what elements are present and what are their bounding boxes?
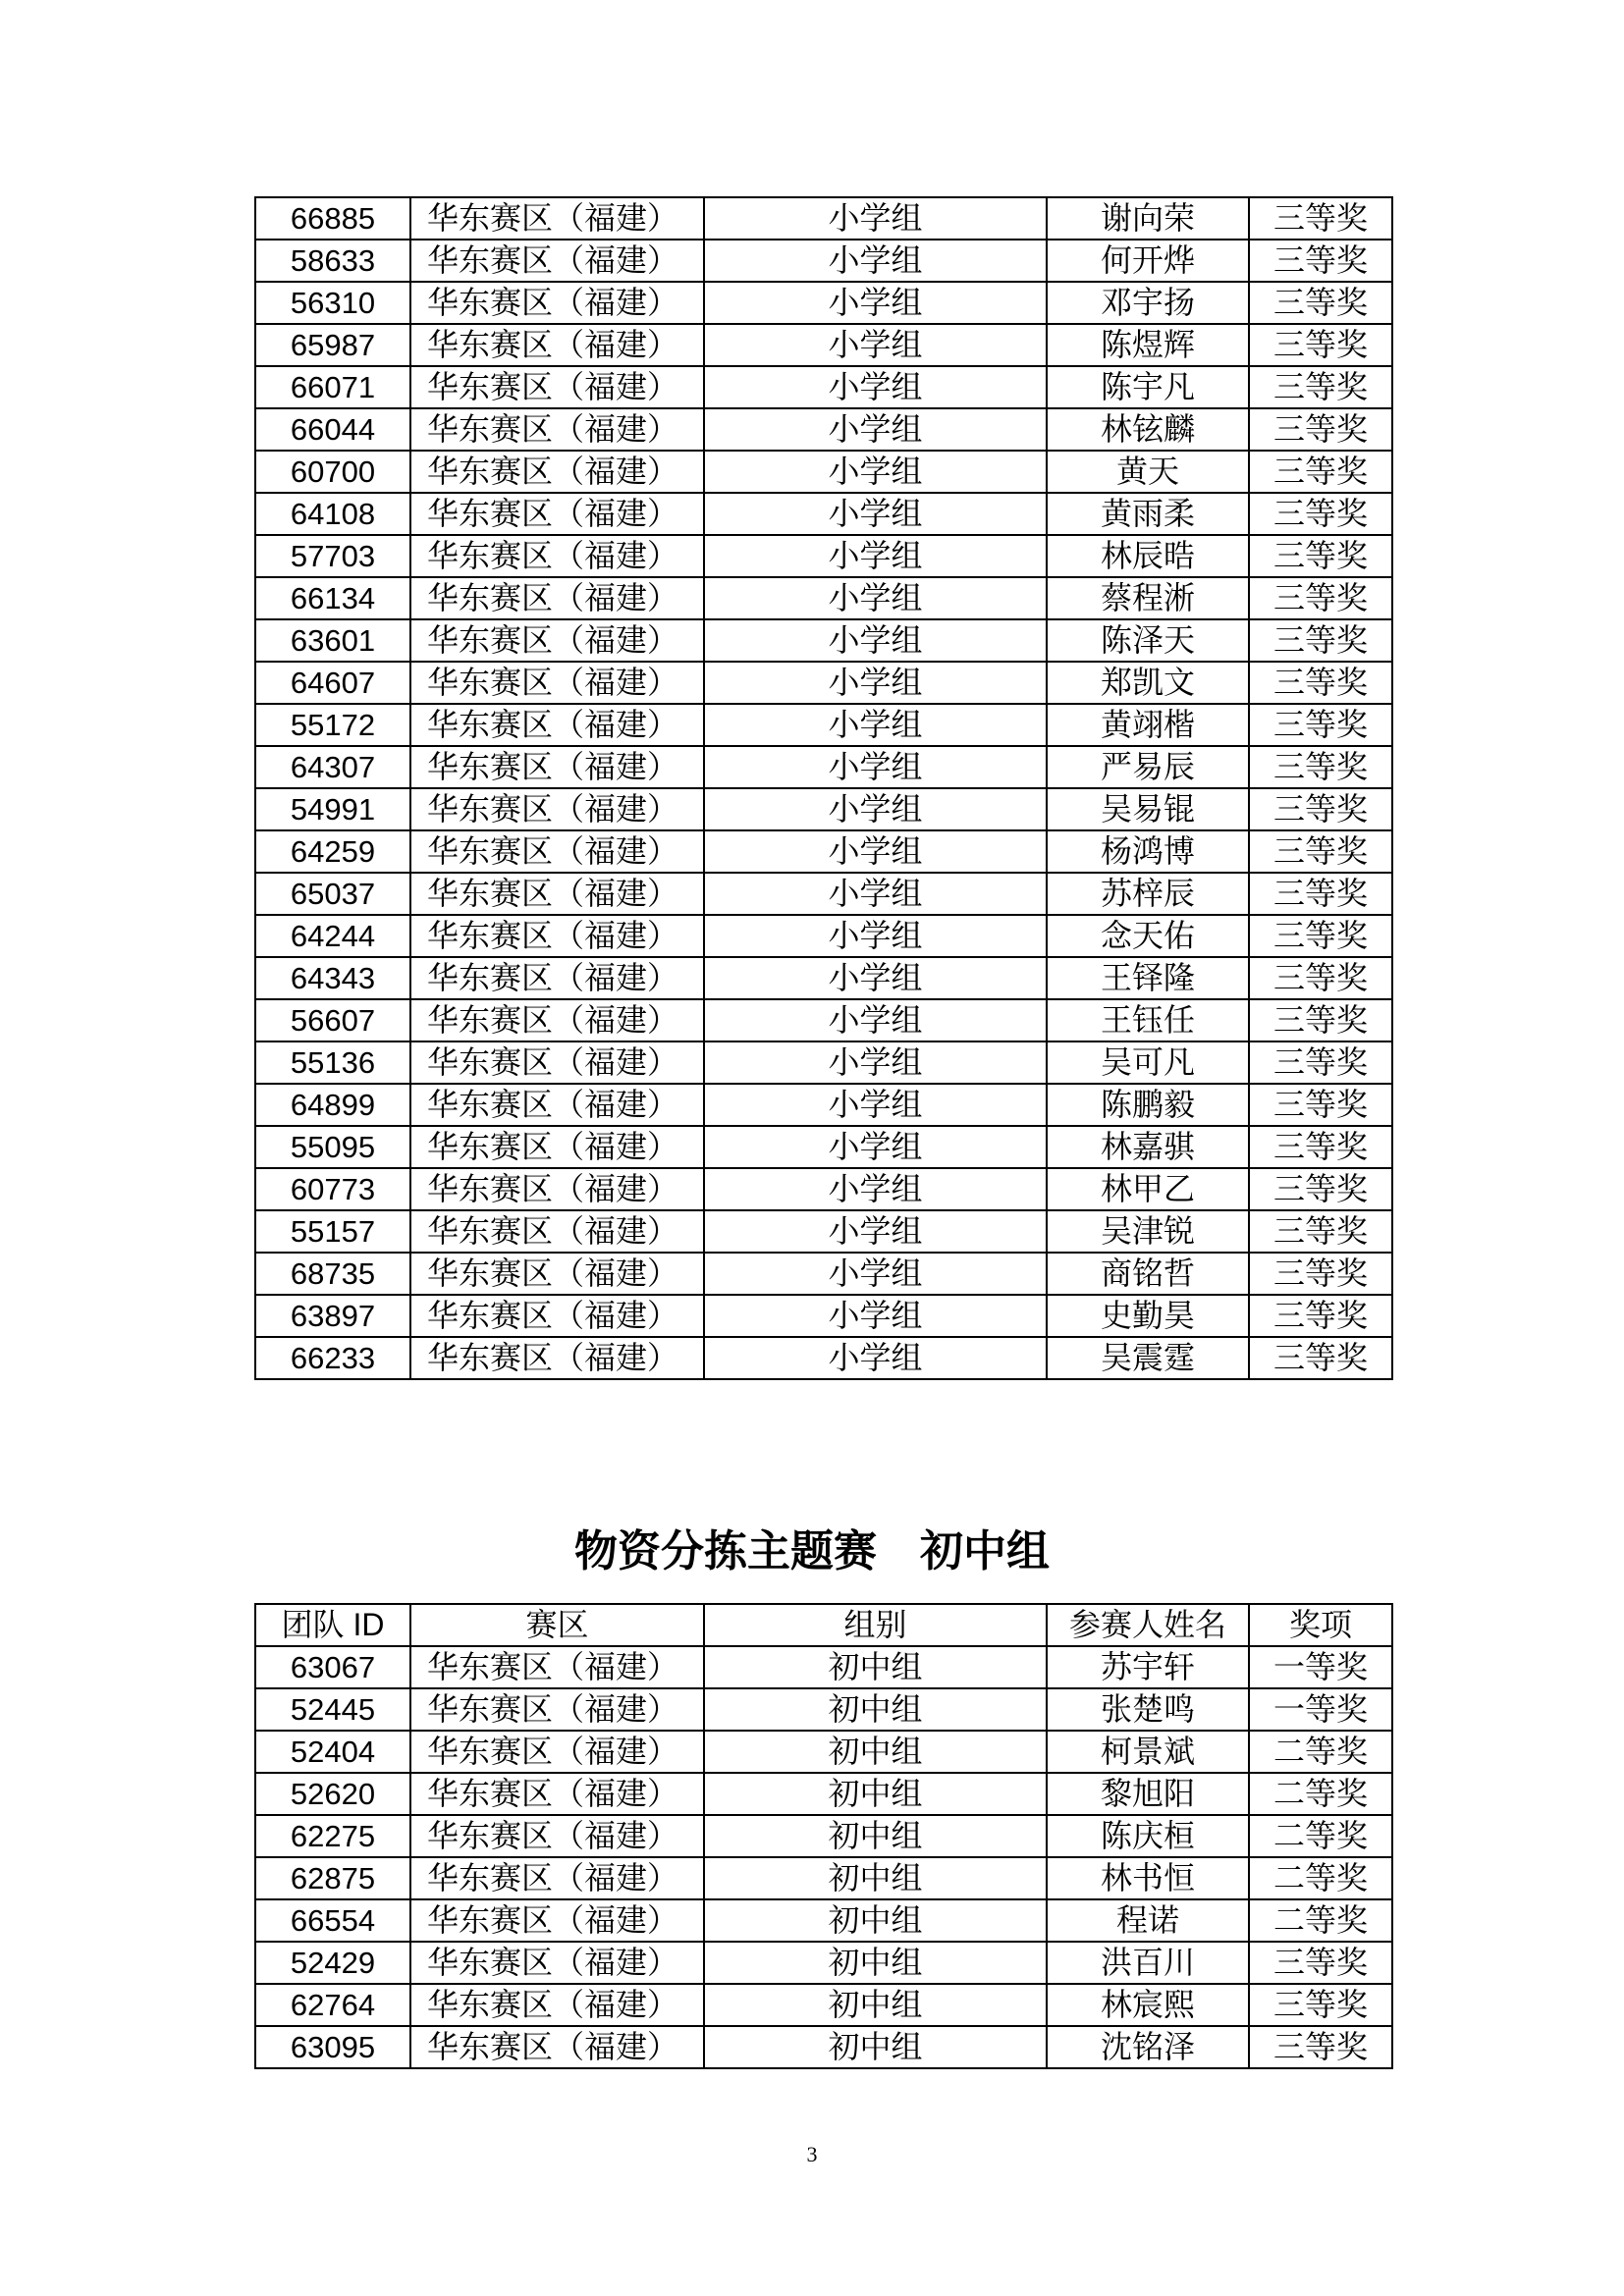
section-title: 物资分拣主题赛 初中组: [574, 1526, 1050, 1576]
award-cell: 三等奖: [1249, 999, 1392, 1041]
participant-name-cell: 王钰任: [1047, 999, 1249, 1041]
group-cell: 初中组: [704, 1646, 1047, 1688]
table-row: [255, 957, 1392, 999]
group-cell: 小学组: [704, 1168, 1047, 1210]
participant-name-cell: 邓宇扬: [1047, 282, 1249, 324]
participant-name-cell: 王铎隆: [1047, 957, 1249, 999]
region-cell: 华东赛区（福建）: [410, 1084, 704, 1126]
award-cell: 三等奖: [1249, 451, 1392, 493]
table-row: [255, 282, 1392, 324]
table-row: [255, 1126, 1392, 1168]
header-name: 参赛人姓名: [1047, 1604, 1249, 1646]
header-team-id: 团队 ID: [255, 1604, 410, 1646]
team-id-cell: 57703: [255, 535, 410, 577]
region-cell: 华东赛区（福建）: [410, 366, 704, 408]
group-cell: 小学组: [704, 704, 1047, 746]
region-cell: 华东赛区（福建）: [410, 1337, 704, 1379]
group-cell: 初中组: [704, 1984, 1047, 2026]
award-cell: 三等奖: [1249, 1126, 1392, 1168]
participant-name-cell: 何开烨: [1047, 240, 1249, 282]
group-cell: 初中组: [704, 1899, 1047, 1942]
team-id-cell: 66233: [255, 1337, 410, 1379]
region-cell: 华东赛区（福建）: [410, 1899, 704, 1942]
participant-name-cell: 沈铭泽: [1047, 2026, 1249, 2068]
participant-name-cell: 柯景斌: [1047, 1731, 1249, 1773]
award-cell: 三等奖: [1249, 1210, 1392, 1253]
team-id-cell: 64899: [255, 1084, 410, 1126]
team-id-cell: 52445: [255, 1688, 410, 1731]
award-cell: 三等奖: [1249, 577, 1392, 619]
award-cell: 三等奖: [1249, 1084, 1392, 1126]
award-cell: 二等奖: [1249, 1773, 1392, 1815]
group-cell: 初中组: [704, 2026, 1047, 2068]
award-cell: 三等奖: [1249, 282, 1392, 324]
award-cell: 三等奖: [1249, 704, 1392, 746]
group-cell: 小学组: [704, 662, 1047, 704]
award-cell: 三等奖: [1249, 619, 1392, 662]
region-cell: 华东赛区（福建）: [410, 2026, 704, 2068]
award-cell: 三等奖: [1249, 535, 1392, 577]
group-cell: 小学组: [704, 1253, 1047, 1295]
team-id-cell: 63067: [255, 1646, 410, 1688]
group-cell: 小学组: [704, 957, 1047, 999]
table-row: [255, 1984, 1392, 2026]
participant-name-cell: 林嘉骐: [1047, 1126, 1249, 1168]
team-id-cell: 63095: [255, 2026, 410, 2068]
group-cell: 小学组: [704, 1126, 1047, 1168]
group-cell: 小学组: [704, 240, 1047, 282]
group-cell: 小学组: [704, 197, 1047, 240]
group-cell: 初中组: [704, 1857, 1047, 1899]
table-row: [255, 577, 1392, 619]
table-row: [255, 1773, 1392, 1815]
team-id-cell: 63897: [255, 1295, 410, 1337]
table-row: [255, 1731, 1392, 1773]
region-cell: 华东赛区（福建）: [410, 1857, 704, 1899]
table-row: [255, 1815, 1392, 1857]
region-cell: 华东赛区（福建）: [410, 240, 704, 282]
award-cell: 三等奖: [1249, 493, 1392, 535]
table-row: [255, 746, 1392, 788]
award-cell: 二等奖: [1249, 1731, 1392, 1773]
participant-name-cell: 程诺: [1047, 1899, 1249, 1942]
award-cell: 三等奖: [1249, 662, 1392, 704]
team-id-cell: 64259: [255, 830, 410, 873]
group-cell: 小学组: [704, 873, 1047, 915]
header-award: 奖项: [1249, 1604, 1392, 1646]
award-cell: 二等奖: [1249, 1857, 1392, 1899]
participant-name-cell: 黄雨柔: [1047, 493, 1249, 535]
participant-name-cell: 陈鹏毅: [1047, 1084, 1249, 1126]
group-cell: 小学组: [704, 830, 1047, 873]
table-row: [255, 830, 1392, 873]
award-cell: 三等奖: [1249, 324, 1392, 366]
table-row: [255, 408, 1392, 451]
participant-name-cell: 陈泽天: [1047, 619, 1249, 662]
participant-name-cell: 林宸熙: [1047, 1984, 1249, 2026]
participant-name-cell: 杨鸿博: [1047, 830, 1249, 873]
award-cell: 三等奖: [1249, 1942, 1392, 1984]
region-cell: 华东赛区（福建）: [410, 493, 704, 535]
team-id-cell: 66554: [255, 1899, 410, 1942]
group-cell: 小学组: [704, 535, 1047, 577]
group-cell: 小学组: [704, 324, 1047, 366]
participant-name-cell: 洪百川: [1047, 1942, 1249, 1984]
table-row: [255, 1857, 1392, 1899]
region-cell: 华东赛区（福建）: [410, 324, 704, 366]
award-table-primary-body: [255, 197, 1392, 1379]
region-cell: 华东赛区（福建）: [410, 746, 704, 788]
table-row: [255, 493, 1392, 535]
participant-name-cell: 念天佑: [1047, 915, 1249, 957]
region-cell: 华东赛区（福建）: [410, 1731, 704, 1773]
participant-name-cell: 苏梓辰: [1047, 873, 1249, 915]
participant-name-cell: 陈煜辉: [1047, 324, 1249, 366]
participant-name-cell: 吴震霆: [1047, 1337, 1249, 1379]
participant-name-cell: 林铉麟: [1047, 408, 1249, 451]
award-cell: 三等奖: [1249, 830, 1392, 873]
award-cell: 一等奖: [1249, 1646, 1392, 1688]
team-id-cell: 64108: [255, 493, 410, 535]
group-cell: 小学组: [704, 788, 1047, 830]
team-id-cell: 56607: [255, 999, 410, 1041]
participant-name-cell: 谢向荣: [1047, 197, 1249, 240]
region-cell: 华东赛区（福建）: [410, 535, 704, 577]
table-row: [255, 619, 1392, 662]
team-id-cell: 52620: [255, 1773, 410, 1815]
participant-name-cell: 吴津锐: [1047, 1210, 1249, 1253]
region-cell: 华东赛区（福建）: [410, 1815, 704, 1857]
group-cell: 小学组: [704, 408, 1047, 451]
award-cell: 三等奖: [1249, 1295, 1392, 1337]
group-cell: 小学组: [704, 366, 1047, 408]
participant-name-cell: 陈庆桓: [1047, 1815, 1249, 1857]
award-cell: 三等奖: [1249, 2026, 1392, 2068]
table-row: [255, 451, 1392, 493]
award-cell: 三等奖: [1249, 957, 1392, 999]
team-id-cell: 55095: [255, 1126, 410, 1168]
team-id-cell: 64244: [255, 915, 410, 957]
table-row: [255, 788, 1392, 830]
region-cell: 华东赛区（福建）: [410, 1688, 704, 1731]
table-row: [255, 1041, 1392, 1084]
award-cell: 三等奖: [1249, 873, 1392, 915]
team-id-cell: 52429: [255, 1942, 410, 1984]
region-cell: 华东赛区（福建）: [410, 1984, 704, 2026]
team-id-cell: 55172: [255, 704, 410, 746]
award-table-junior-body: [255, 1604, 1392, 2068]
team-id-cell: 54991: [255, 788, 410, 830]
participant-name-cell: 黎旭阳: [1047, 1773, 1249, 1815]
region-cell: 华东赛区（福建）: [410, 1041, 704, 1084]
region-cell: 华东赛区（福建）: [410, 788, 704, 830]
region-cell: 华东赛区（福建）: [410, 1773, 704, 1815]
team-id-cell: 56310: [255, 282, 410, 324]
group-cell: 小学组: [704, 619, 1047, 662]
team-id-cell: 64343: [255, 957, 410, 999]
team-id-cell: 66044: [255, 408, 410, 451]
table-row: [255, 240, 1392, 282]
award-cell: 一等奖: [1249, 1688, 1392, 1731]
team-id-cell: 52404: [255, 1731, 410, 1773]
participant-name-cell: 林辰晧: [1047, 535, 1249, 577]
group-cell: 小学组: [704, 451, 1047, 493]
team-id-cell: 60773: [255, 1168, 410, 1210]
table-row: [255, 1646, 1392, 1688]
award-cell: 三等奖: [1249, 1337, 1392, 1379]
participant-name-cell: 黄天: [1047, 451, 1249, 493]
table-row: [255, 873, 1392, 915]
region-cell: 华东赛区（福建）: [410, 957, 704, 999]
region-cell: 华东赛区（福建）: [410, 619, 704, 662]
region-cell: 华东赛区（福建）: [410, 282, 704, 324]
participant-name-cell: 史勤昊: [1047, 1295, 1249, 1337]
participant-name-cell: 林书恒: [1047, 1857, 1249, 1899]
participant-name-cell: 吴可凡: [1047, 1041, 1249, 1084]
award-cell: 三等奖: [1249, 408, 1392, 451]
group-cell: 初中组: [704, 1688, 1047, 1731]
group-cell: 初中组: [704, 1942, 1047, 1984]
team-id-cell: 66134: [255, 577, 410, 619]
region-cell: 华东赛区（福建）: [410, 577, 704, 619]
team-id-cell: 60700: [255, 451, 410, 493]
participant-name-cell: 郑凯文: [1047, 662, 1249, 704]
award-cell: 三等奖: [1249, 915, 1392, 957]
team-id-cell: 65987: [255, 324, 410, 366]
award-cell: 三等奖: [1249, 240, 1392, 282]
participant-name-cell: 林甲乙: [1047, 1168, 1249, 1210]
table-row: [255, 1084, 1392, 1126]
team-id-cell: 68735: [255, 1253, 410, 1295]
group-cell: 初中组: [704, 1815, 1047, 1857]
team-id-cell: 66885: [255, 197, 410, 240]
page-number: 3: [806, 2142, 818, 2166]
group-cell: 小学组: [704, 999, 1047, 1041]
group-cell: 小学组: [704, 282, 1047, 324]
award-cell: 三等奖: [1249, 746, 1392, 788]
table-row: [255, 324, 1392, 366]
region-cell: 华东赛区（福建）: [410, 1942, 704, 1984]
table-row: [255, 1688, 1392, 1731]
team-id-cell: 62875: [255, 1857, 410, 1899]
group-cell: 小学组: [704, 493, 1047, 535]
group-cell: 小学组: [704, 915, 1047, 957]
award-cell: 三等奖: [1249, 1253, 1392, 1295]
group-cell: 初中组: [704, 1731, 1047, 1773]
region-cell: 华东赛区（福建）: [410, 915, 704, 957]
award-cell: 三等奖: [1249, 1984, 1392, 2026]
group-cell: 小学组: [704, 1337, 1047, 1379]
region-cell: 华东赛区（福建）: [410, 1253, 704, 1295]
award-cell: 三等奖: [1249, 366, 1392, 408]
award-cell: 三等奖: [1249, 197, 1392, 240]
table-row: [255, 1168, 1392, 1210]
table-row: [255, 197, 1392, 240]
table-row: [255, 366, 1392, 408]
table-row: [255, 2026, 1392, 2068]
award-cell: 三等奖: [1249, 1041, 1392, 1084]
participant-name-cell: 严易辰: [1047, 746, 1249, 788]
region-cell: 华东赛区（福建）: [410, 873, 704, 915]
table-row: [255, 1899, 1392, 1942]
region-cell: 华东赛区（福建）: [410, 830, 704, 873]
table-row: [255, 915, 1392, 957]
team-id-cell: 62275: [255, 1815, 410, 1857]
participant-name-cell: 蔡程淅: [1047, 577, 1249, 619]
award-cell: 二等奖: [1249, 1815, 1392, 1857]
group-cell: 小学组: [704, 1041, 1047, 1084]
participant-name-cell: 黄翊楷: [1047, 704, 1249, 746]
group-cell: 小学组: [704, 1295, 1047, 1337]
team-id-cell: 58633: [255, 240, 410, 282]
award-table-junior: [254, 1603, 1393, 2069]
table-row: [255, 999, 1392, 1041]
header-group: 组别: [704, 1604, 1047, 1646]
table-row: [255, 1210, 1392, 1253]
table-row: [255, 535, 1392, 577]
team-id-cell: 63601: [255, 619, 410, 662]
group-cell: 小学组: [704, 577, 1047, 619]
award-cell: 三等奖: [1249, 1168, 1392, 1210]
table-row: [255, 1295, 1392, 1337]
participant-name-cell: 吴易锟: [1047, 788, 1249, 830]
table-row: [255, 1253, 1392, 1295]
team-id-cell: 65037: [255, 873, 410, 915]
team-id-cell: 64307: [255, 746, 410, 788]
group-cell: 初中组: [704, 1773, 1047, 1815]
header-region: 赛区: [410, 1604, 704, 1646]
team-id-cell: 55157: [255, 1210, 410, 1253]
region-cell: 华东赛区（福建）: [410, 451, 704, 493]
group-cell: 小学组: [704, 1084, 1047, 1126]
table-row: [255, 1337, 1392, 1379]
participant-name-cell: 张楚鸣: [1047, 1688, 1249, 1731]
group-cell: 小学组: [704, 746, 1047, 788]
region-cell: 华东赛区（福建）: [410, 197, 704, 240]
region-cell: 华东赛区（福建）: [410, 1168, 704, 1210]
region-cell: 华东赛区（福建）: [410, 704, 704, 746]
table-row: [255, 1942, 1392, 1984]
team-id-cell: 66071: [255, 366, 410, 408]
region-cell: 华东赛区（福建）: [410, 1295, 704, 1337]
table-row: [255, 704, 1392, 746]
region-cell: 华东赛区（福建）: [410, 662, 704, 704]
group-cell: 小学组: [704, 1210, 1047, 1253]
team-id-cell: 62764: [255, 1984, 410, 2026]
team-id-cell: 55136: [255, 1041, 410, 1084]
region-cell: 华东赛区（福建）: [410, 1646, 704, 1688]
region-cell: 华东赛区（福建）: [410, 1126, 704, 1168]
award-cell: 二等奖: [1249, 1899, 1392, 1942]
region-cell: 华东赛区（福建）: [410, 408, 704, 451]
team-id-cell: 64607: [255, 662, 410, 704]
table-row: [255, 662, 1392, 704]
award-cell: 三等奖: [1249, 788, 1392, 830]
table-header-row: [255, 1604, 1392, 1646]
award-table-primary: [254, 196, 1393, 1380]
region-cell: 华东赛区（福建）: [410, 1210, 704, 1253]
participant-name-cell: 苏宇轩: [1047, 1646, 1249, 1688]
participant-name-cell: 陈宇凡: [1047, 366, 1249, 408]
participant-name-cell: 商铭哲: [1047, 1253, 1249, 1295]
region-cell: 华东赛区（福建）: [410, 999, 704, 1041]
